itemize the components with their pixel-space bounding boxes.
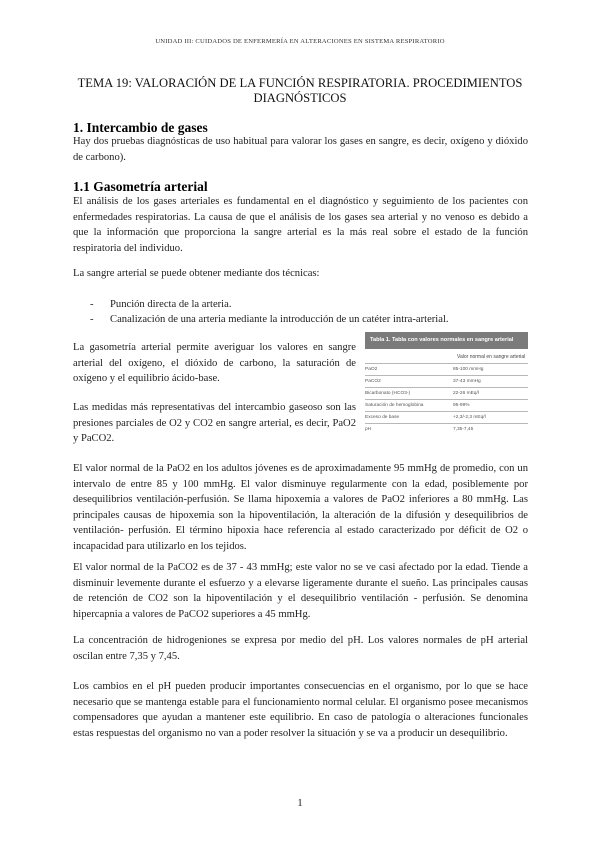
table-row <box>365 423 528 436</box>
table-cell-value: 7,35-7,45 <box>453 427 474 432</box>
table-cell-param: Saturación de hemoglobina <box>365 403 424 408</box>
table-cell-param: Exceso de base <box>365 415 400 420</box>
running-header: UNIDAD III: CUIDADOS DE ENFERMERÍA EN ALTERACIONES EN SISTEMA RESPIRATORIO <box>155 38 445 45</box>
table-title: Tabla 1. Tabla con valores normales en sangre arterial <box>365 332 528 349</box>
normal-values-table <box>365 332 528 446</box>
paragraph-intro: Hay dos pruebas diagnósticas de uso habitual para valorar los gases en sangre, es decir, oxígeno y dióxido de carbono). <box>73 136 528 163</box>
table-cell-value: 85-100 mmHg <box>453 367 484 372</box>
section-heading-intercambio: 1. Intercambio de gases <box>73 120 208 135</box>
page-title: TEMA 19: VALORACIÓN DE LA FUNCIÓN RESPIRATORIA. PROCEDIMIENTOS DIAGNÓSTICOS <box>77 76 523 105</box>
list-item <box>90 297 231 313</box>
list-dash: - <box>90 299 94 310</box>
list-item <box>90 312 449 328</box>
table-cell-value: 95-99% <box>453 403 470 408</box>
paragraph-paco2: El valor normal de la PaCO2 es de 37 - 43 mmHg; este valor no se ve casi afectado por la edad. Tiende a disminuir levemente durante el esfuerzo y a elevarse ligeramente durante el sueño. Las principales causas de retención de CO2 son la hipoventilación y el desequilibrio ventilación - perfusión. Se denomina hipercapnia a valores de PaCO2 superiores a 45 mmHg. <box>73 562 528 620</box>
table-cell-param: PaCO2 <box>365 379 381 384</box>
list-dash: - <box>90 314 94 325</box>
paragraph-cambios-ph: Los cambios en el pH pueden producir importantes consecuencias en el organismo, por lo que se hace necesario que se mantenga estable para el funcionamiento normal celular. El organismo posee mecanismos compensadores que ayudan a mantener este equilibrio. En caso de patología o alteraciones funcionales estas respuestas del organismo no van a poder resolver la situación y se va a producir un desequilibrio. <box>73 681 528 739</box>
table-column-header: Valor normal en sangre arterial <box>457 354 526 360</box>
paragraph-pao2: El valor normal de la PaO2 en los adultos jóvenes es de aproximadamente 95 mmHg de promedio, con un intervalo de entre 85 y 100 mmHg. El valor disminuye regularmente con la edad, posiblemente por desequilibrios ventilación-perfusión. Se llama hipoxemia a valores de PaO2 inferiores a 80 mmHg. Las principales causas de hipoxemia son la hipoventilación, la alteración de la difusión y desequilibrios de ventilación- perfusión. El término hipoxia hace referencia al estado caracterizado por déficit de O2 o incapacidad para utilizarlo en los tejidos. <box>73 463 528 552</box>
table-cell-param: PaO2 <box>365 367 378 372</box>
table-cell-value: 37-43 mmHg <box>453 379 481 384</box>
table-cell-param: Bicarbonato (HCO3-) <box>365 391 411 396</box>
paragraph-gasometria-1: El análisis de los gases arteriales es fundamental en el diagnóstico y seguimiento de los pacientes con enfermedades respiratorias. La causa de que el análisis de los gases sea arterial y no venoso es debido a que la información que proporciona la sangre arterial es la más real sobre el estado de la función respiratoria del individuo. <box>73 196 528 254</box>
table-cell-param: pH <box>365 427 372 432</box>
list-item-text: Canalización de una arteria mediante la introducción de un catéter intra-arterial. <box>110 314 449 325</box>
section-heading-gasometria: 1.1 Gasometría arterial <box>73 179 208 194</box>
table-cell-value: +2,3/-2,3 mEq/l <box>453 415 486 420</box>
paragraph-gasometria-valores: La gasometría arterial permite averiguar los valores en sangre arterial del oxígeno, el dióxido de carbono, la saturación de oxígeno y el equilibrio ácido-base. <box>73 342 356 384</box>
paragraph-ph: La concentración de hidrogeniones se expresa por medio del pH. Los valores normales de pH arterial oscilan entre 7,35 y 7,45. <box>73 635 528 662</box>
paragraph-tecnicas: La sangre arterial se puede obtener mediante dos técnicas: <box>73 268 320 279</box>
paragraph-presiones: Las medidas más representativas del intercambio gaseoso son las presiones parciales de O2 y CO2 en sangre arterial, es decir, PaO2 y PaCO2. <box>73 402 356 444</box>
table-cell-value: 22-26 mEq/l <box>453 391 479 396</box>
page-number: 1 <box>297 797 303 809</box>
list-item-text: Punción directa de la arteria. <box>110 299 232 310</box>
